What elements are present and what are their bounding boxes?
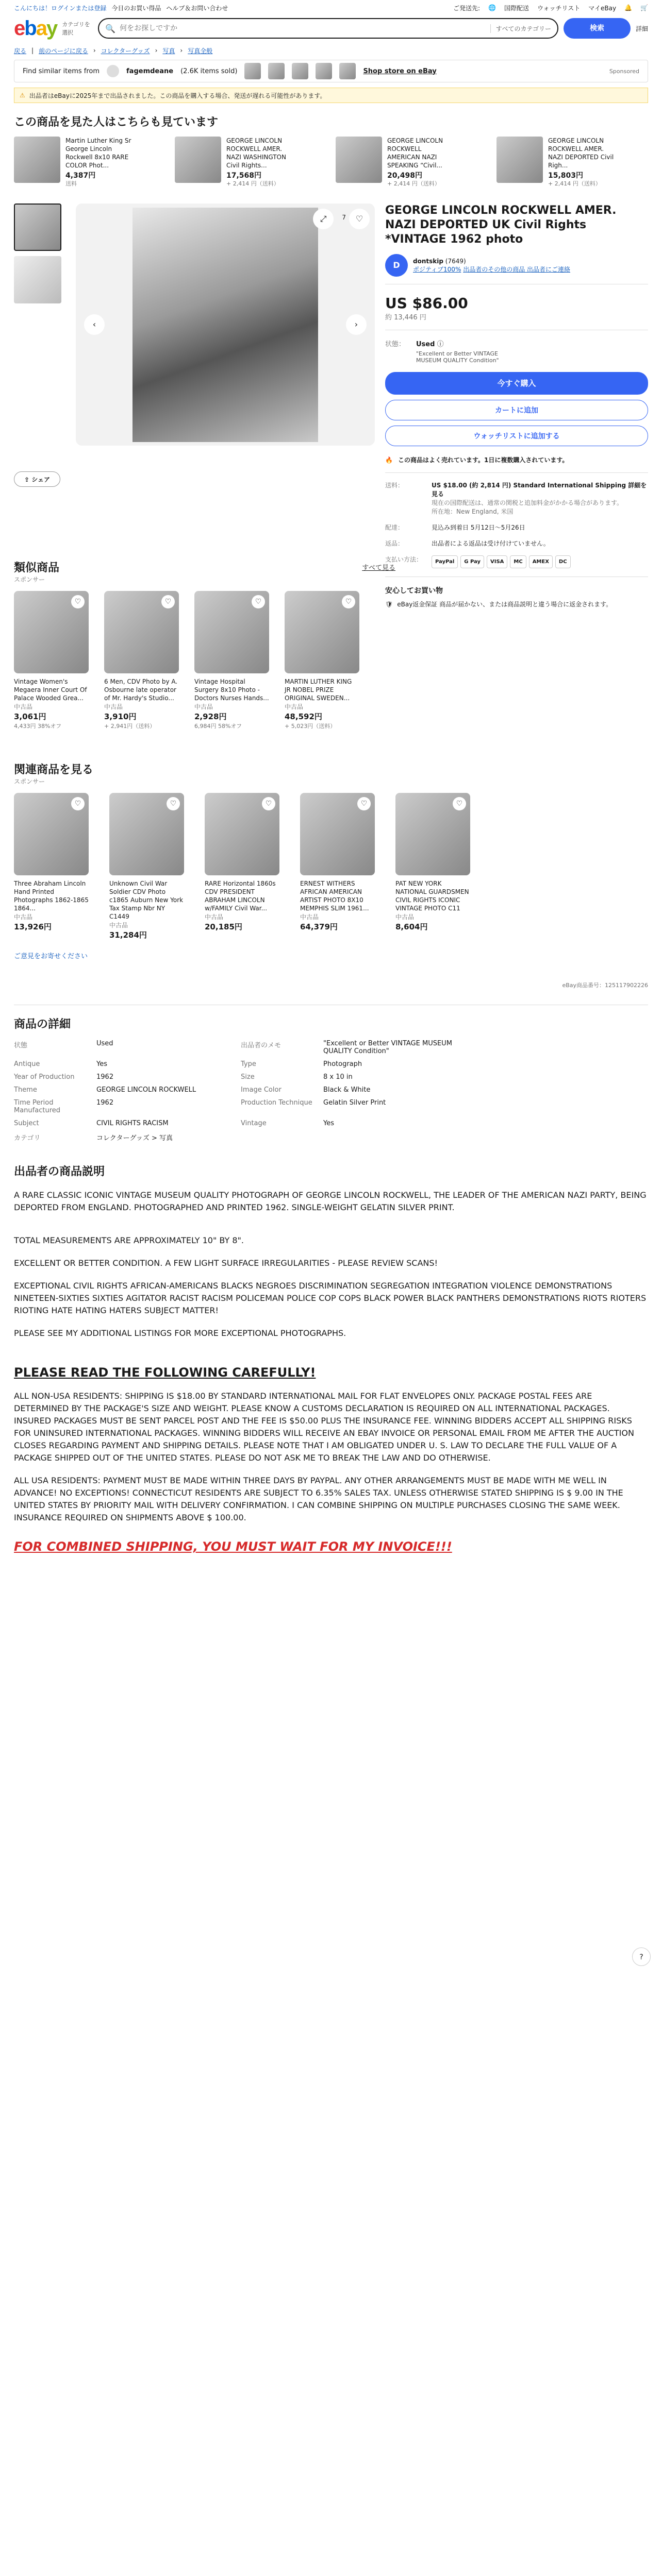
buy-now-button[interactable]: 今すぐ購入 [385, 372, 648, 395]
related-carousel [14, 591, 648, 730]
item-title[interactable]: RARE Horizontal 1860s CDV PRESIDENT ABRAHAM LINCOLN w/FAMILY Civil War... [205, 880, 276, 912]
item-info [65, 137, 134, 188]
seller-avatar[interactable]: D [385, 254, 408, 277]
spec-label: Subject [14, 1120, 39, 1127]
related2-carousel [14, 793, 648, 940]
spec-label: カテゴリ [14, 1134, 41, 1142]
promo-thumb[interactable] [244, 63, 261, 79]
spec-value: Yes [96, 1060, 107, 1068]
shipping-value: US $18.00 (約 2,814 円) Standard International Shipping 詳細を見る [432, 482, 647, 498]
item-price: 48,592円 [285, 712, 322, 721]
price-jp: 約 13,446 円 [385, 314, 426, 321]
payment-gpay-icon: G Pay [460, 555, 484, 568]
description-title: 出品者の商品説明 [14, 1165, 105, 1178]
payment-paypal-icon: PayPal [432, 555, 458, 568]
seller-sold-count: (2.6K items sold) [180, 67, 238, 75]
item-image[interactable] [14, 793, 89, 875]
item-shipping: + 2,414 円（送料） [387, 180, 440, 187]
spec-value: Yes [323, 1120, 334, 1127]
gallery [24, 204, 375, 528]
add-to-cart-button[interactable]: カートに追加 [385, 400, 648, 420]
spec-label: Production Technique [241, 1099, 312, 1107]
seller-notice [14, 88, 648, 103]
description-paragraph: ALL USA RESIDENTS: PAYMENT MUST BE MADE WITHIN THREE DAYS BY PAYPAL. ANY OTHER ARRANGEMENTS MUST BE MADE WITH ME WELL IN ADVANCE! NO EXCEPTIONS! CONNECTICUT RESIDENTS ARE SUBJECT TO 6.35% SALES TAX. UNLESS OTHERWISE STATED SHIPPING IS $ 9.00 IN THE UNITED STATES BY PRIORITY MAIL WITH DELIVERY CONFIRMATION. I CAN COMBINE SHIPPING ON MULTIPLE PURCHASES CLOSING THE SAME WEEK. INSURANCE REQUIRED ON SHIPMENTS ABOVE $ 100.00. [14, 1476, 623, 1522]
spec-value: 1962 [96, 1073, 114, 1081]
related-title: 類似商品 [14, 562, 60, 574]
item-condition: 中古品 [285, 703, 304, 710]
category-select[interactable]: すべてのカテゴリー [490, 24, 551, 33]
also-viewed-item[interactable] [14, 137, 134, 188]
related2-title: 関連商品を見る [14, 764, 94, 776]
next-photo-icon[interactable]: › [346, 314, 367, 335]
spec-label [241, 1132, 323, 1142]
item-location: 所在地：New England, 米国 [432, 508, 514, 515]
seller-avatar[interactable] [107, 65, 119, 77]
search-button[interactable]: 検索 [564, 18, 631, 39]
spec-label: 出品者のメモ [241, 1042, 282, 1049]
combined-shipping-notice: FOR COMBINED SHIPPING, YOU MUST WAIT FOR MY INVOICE!!! [14, 1539, 452, 1554]
watch-count: 7 [342, 214, 346, 221]
breadcrumb-collectibles[interactable]: コレクターグッズ [101, 47, 150, 55]
item-image[interactable] [109, 793, 184, 875]
also-viewed-item[interactable] [175, 137, 294, 188]
item-price: 20,498円 [387, 172, 423, 180]
item-price: 4,387円 [65, 172, 96, 180]
item-price: 20,185円 [205, 922, 242, 931]
description-paragraph: PLEASE SEE MY ADDITIONAL LISTINGS FOR MORE EXCEPTIONAL PHOTOGRAPHS. [14, 1328, 346, 1338]
see-all-link[interactable]: すべて見る [362, 564, 395, 572]
feedback-link[interactable]: ポジティブ100% [413, 265, 461, 273]
shield-icon: 🛡 [385, 600, 393, 608]
back-link[interactable]: 戻る [14, 47, 27, 55]
shipping-label: 送料： [385, 482, 404, 489]
item-image[interactable] [194, 591, 269, 673]
specs-title: 商品の詳細 [14, 1018, 71, 1031]
buy-box [385, 204, 648, 608]
item-image[interactable] [205, 793, 279, 875]
item-condition: 中古品 [395, 913, 415, 921]
item-title[interactable]: GEORGE LINCOLN ROCKWELL AMER. NAZI WASHINGTON Civil Rights... [226, 137, 286, 169]
item-image[interactable] [395, 793, 470, 875]
help-icon[interactable]: ? [632, 1947, 651, 1966]
search-input[interactable] [120, 24, 486, 32]
delivery-value: 見込み到着日 5月12日〜5月26日 [432, 524, 525, 531]
seller-name[interactable]: fagemdeane [126, 67, 174, 75]
specs-table [14, 1040, 648, 1142]
related-sponsored: スポンサー [14, 576, 45, 583]
photo-thumbnail[interactable] [14, 256, 61, 303]
top-nav [14, 0, 648, 15]
related-item[interactable] [194, 591, 269, 730]
spec-label: Year of Production [14, 1073, 75, 1081]
favorite-heart-icon[interactable]: ♡ [71, 595, 85, 608]
item-title[interactable]: GEORGE LINCOLN ROCKWELL AMER. NAZI DEPORTED Civil Righ... [548, 137, 614, 169]
main-photo[interactable] [76, 204, 375, 446]
spec-value: Photograph [323, 1060, 362, 1068]
item-image[interactable] [104, 591, 179, 673]
also-viewed-item[interactable] [336, 137, 455, 188]
item-price: 8,604円 [395, 922, 428, 931]
category-shortcut[interactable]: カテゴリを選択 [62, 21, 90, 36]
item-info [548, 137, 616, 188]
info-icon: ⚠ [20, 92, 25, 99]
spec-value: Used [96, 1040, 113, 1047]
globe-icon[interactable]: 🌐 [488, 4, 496, 11]
description [14, 1163, 648, 1554]
ship-to-label: ご発送先: [453, 4, 480, 12]
spec-label: Antique [14, 1060, 40, 1068]
seller-notice-text: 出品者はeBayに2025年まで出品されました。この商品を購入する場合、発送が遅れる可能性があります。 [29, 92, 326, 99]
item-condition: 中古品 [194, 703, 213, 710]
share-label: シェア [31, 476, 50, 483]
expand-icon[interactable]: ⤢ [313, 209, 334, 229]
prev-page-link[interactable]: 前のページに戻る [39, 47, 88, 55]
item-thumbnail[interactable] [496, 137, 543, 183]
item-price: 15,803円 [548, 172, 584, 180]
item-discount: + 5,023円（送料） [285, 723, 336, 730]
description-paragraph: EXCELLENT OR BETTER CONDITION. A FEW LIGHT SURFACE IRREGULARITIES - PLEASE REVIEW SCANS! [14, 1258, 438, 1268]
info-icon[interactable]: ⓘ [437, 341, 444, 348]
help-link[interactable]: ヘルプ＆お問い合わせ [166, 4, 228, 12]
promo-thumb[interactable] [292, 63, 308, 79]
spec-value: 8 x 10 in [323, 1073, 353, 1081]
add-to-watchlist-button[interactable]: ウォッチリストに追加する [385, 426, 648, 446]
favorite-heart-icon[interactable]: ♡ [342, 595, 355, 608]
spec-value: Gelatin Silver Print [323, 1099, 386, 1107]
favorite-heart-icon[interactable]: ♡ [453, 797, 466, 810]
seller-score: (7649) [445, 257, 466, 265]
spec-label: Size [241, 1073, 255, 1081]
related-item[interactable] [300, 793, 375, 940]
item-title[interactable]: PAT NEW YORK NATIONAL GUARDSMEN CIVIL RIGHTS ICONIC VINTAGE PHOTO C11 [395, 880, 469, 912]
also-viewed-title: この商品を見た人はこちらも見ています [14, 116, 219, 129]
search-bar [98, 18, 558, 39]
item-condition: 中古品 [205, 913, 224, 921]
spec-value: コレクターグッズ > 写真 [96, 1134, 173, 1142]
watchlist-link[interactable]: ウォッチリスト [537, 4, 581, 12]
myebay-link[interactable]: マイeBay [588, 4, 617, 12]
item-title[interactable]: MARTIN LUTHER KING JR NOBEL PRIZE ORIGINAL SWEDEN... [285, 678, 352, 702]
item-discount: + 2,941円（送料） [104, 723, 156, 730]
header [14, 15, 648, 41]
item-price: 3,061円 [14, 712, 46, 721]
spec-value: CIVIL RIGHTS RACISM [96, 1120, 169, 1127]
listing-title: GEORGE LINCOLN ROCKWELL AMER. NAZI DEPORTED UK Civil Rights *VINTAGE 1962 photo [385, 204, 617, 246]
item-price: 13,926円 [14, 922, 52, 931]
find-similar-banner [14, 60, 648, 82]
item-condition: 中古品 [104, 703, 123, 710]
favorite-heart-icon[interactable]: ♡ [252, 595, 265, 608]
seller-link[interactable]: dontskip [413, 257, 443, 265]
also-viewed-carousel [14, 137, 648, 188]
description-paragraph: ALL NON-USA RESIDENTS: SHIPPING IS $18.00 BY STANDARD INTERNATIONAL MAIL FOR FLAT ENVELOPES ONLY. PACKAGE POSTAL FEES ARE DETERMINED BY THE PACKAGE'S SIZE AND WEIGHT. PLEASE KNOW A CUSTOMS DECLARATION IS REQUIRED ON ALL INTERNATIONAL PACKAGES. INSURED PACKAGES MUST BE SENT PARCEL POST AND THE FEE IS $50.00 PLUS THE INSURANCE FEE. WINNING BIDDERS ACCEPT ALL SHIPPING RISKS FOR UNINSURED INTERNATIONAL PACKAGES. WINNING BIDDERS WILL RECEIVE AN EBAY INVOICE OR PERSONAL EMAIL FROM ME AFTER THE AUCTION CLOSES REGARDING PAYMENT AND SHIPPING DETAILS. PLEASE NOTE THAT I AM OBLIGATED UNDER U. S. LAW TO DECLARE THE FULL VALUE OF A PACKAGE SHIPPED OUT OF THE UNITED STATES. PLEASE DO NOT ASK ME TO BREAK THE LAW AND DO OTHERWISE. [14, 1391, 634, 1463]
item-title[interactable]: 6 Men, CDV Photo by A. Osbourne late operator of Mr. Hardy's Studio... [104, 678, 178, 702]
item-discount: 6,984円 58%オフ [194, 723, 242, 730]
item-price: 3,910円 [104, 712, 137, 721]
payment-methods [432, 555, 648, 568]
item-thumbnail[interactable] [14, 137, 60, 183]
promo-thumb[interactable] [268, 63, 285, 79]
related-item[interactable] [205, 793, 279, 940]
spec-label: Vintage [241, 1120, 267, 1127]
description-paragraph: EXCEPTIONAL CIVIL RIGHTS AFRICAN-AMERICANS BLACKS NEGROES DISCRIMINATION SEGREGATION INTEGRATION VIOLENCE DEMONSTRATIONS NINETEEN-SIXTIES SIXTIES AGITATOR RACIST RACISM POLICEMAN POLICE COP COPS BLACK POWER BLACK PANTHERS DEMONSTRATIONS RIOTS RIOTERS RIOTING HATE HATING HATERS SUBJECT MATTER! [14, 1281, 647, 1315]
guarantee-text: eBay返金保証 商品が届かない、または商品説明と違う場合に返金されます。 [397, 601, 613, 608]
item-title[interactable]: ERNEST WITHERS AFRICAN AMERICAN ARTIST PHOTO 8X10 MEMPHIS SLIM 1961... [300, 880, 369, 912]
item-title[interactable]: Martin Luther King Sr George Lincoln Rockwell 8x10 RARE COLOR Phot... [65, 137, 131, 169]
item-image[interactable] [300, 793, 375, 875]
description-paragraph: TOTAL MEASUREMENTS ARE APPROXIMATELY 10" BY 8". [14, 1235, 244, 1245]
item-condition: 中古品 [14, 703, 33, 710]
favorite-heart-icon[interactable]: ♡ [167, 797, 180, 810]
related2-sponsored: スポンサー [14, 778, 45, 785]
price: US $86.00 [385, 295, 468, 312]
item-shipping: 送料 [65, 180, 77, 187]
item-image[interactable] [14, 591, 89, 673]
item-title[interactable]: GEORGE LINCOLN ROCKWELL AMERICAN NAZI SPEAKING “Civil... [387, 137, 443, 169]
item-shipping: + 2,414 円（送料） [548, 180, 601, 187]
shipping-note: 現在の国際配送は、通常の関税と追加料金がかかる場合があります。 [432, 499, 623, 506]
spec-value: 1962 [96, 1099, 114, 1107]
item-info [226, 137, 294, 188]
daily-deals-link[interactable]: 今日のお買い得品 [111, 4, 161, 12]
favorite-heart-icon[interactable]: ♡ [161, 595, 175, 608]
related-item[interactable] [285, 591, 359, 730]
spec-label: Image Color [241, 1086, 282, 1094]
spec-label: Time Period Manufactured [14, 1099, 60, 1114]
payment-mc-icon: MC [510, 555, 526, 568]
breadcrumb-photos[interactable]: 写真 [162, 47, 175, 55]
favorite-heart-icon[interactable]: ♡ [357, 797, 371, 810]
favorite-heart-icon[interactable]: ♡ [71, 797, 85, 810]
payment-amex-icon: AMEX [529, 555, 553, 568]
promo-thumb[interactable] [316, 63, 332, 79]
condition-label: 状態： [385, 341, 406, 348]
spec-value: GEORGE LINCOLN ROCKWELL [96, 1086, 196, 1094]
item-condition: 中古品 [109, 922, 128, 929]
shop-store-link[interactable]: Shop store on eBay [363, 67, 437, 75]
region-label[interactable]: 国際配送 [504, 4, 529, 12]
payment-dc-icon: DC [555, 555, 571, 568]
item-price: 31,284円 [109, 930, 147, 940]
related-item[interactable] [14, 591, 89, 730]
favorite-heart-icon[interactable]: ♡ [349, 209, 370, 229]
condition-value: Used [416, 341, 435, 348]
cart-icon[interactable]: 🛒 [640, 4, 648, 11]
feedback-link[interactable]: ご意見をお寄せください [14, 953, 88, 960]
promo-thumb[interactable] [339, 63, 356, 79]
share-button[interactable]: ⇪ シェア [14, 471, 60, 487]
spec-value: Black & White [323, 1086, 371, 1094]
delivery-label: 配達： [385, 524, 404, 531]
ebay-logo[interactable]: ebay [14, 17, 57, 40]
item-thumbnail[interactable] [336, 137, 382, 183]
item-title[interactable]: Unknown Civil War Soldier CDV Photo c1865 Auburn New York Tax Stamp Nbr NY C1449 [109, 880, 184, 920]
spec-label: Type [241, 1060, 256, 1068]
sponsored-label: Sponsored [609, 67, 639, 75]
description-paragraph: A RARE CLASSIC ICONIC VINTAGE MUSEUM QUALITY PHOTOGRAPH OF GEORGE LINCOLN ROCKWELL, THE LEADER OF THE AMERICAN NAZI PARTY, BEING DEPORTED FROM ENGLAND. PHOTOGRAPHED AND PRINTED 1962. SINGLE-WEIGHT GELATIN SILVER PRINT. [14, 1190, 647, 1212]
item-info [387, 137, 455, 188]
payments-label: 支払い方法： [385, 556, 423, 563]
item-number: eBay商品番号：125117902226 [562, 982, 648, 989]
breadcrumb: 戻る | 前のページに戻る › コレクターグッズ › 写真 › 写真全般 [14, 47, 213, 55]
search-icon: 🔍 [105, 23, 116, 33]
favorite-heart-icon[interactable]: ♡ [262, 797, 275, 810]
item-shipping: + 2,414 円（送料） [226, 180, 279, 187]
item-title[interactable]: Vintage Women's Megaera Inner Court Of Palace Wooded Grea... [14, 678, 87, 702]
item-price: 2,928円 [194, 712, 227, 721]
item-title[interactable]: Vintage Hospital Surgery 8x10 Photo - Doctors Nurses Hands... [194, 678, 269, 702]
related-item[interactable] [104, 591, 179, 730]
popular-icon: 🔥 [385, 456, 393, 464]
related-item[interactable] [14, 793, 89, 940]
bell-icon[interactable]: 🔔 [624, 4, 633, 11]
signin-link[interactable]: こんにちは！ログインまたは登録 [14, 4, 107, 12]
related-item[interactable] [395, 793, 470, 940]
item-condition: 中古品 [300, 913, 319, 921]
find-similar-label: Find similar items from [23, 67, 100, 75]
condition-note: "Excellent or Better VINTAGE MUSEUM QUALITY Condition" [416, 350, 499, 364]
item-condition: 中古品 [14, 913, 33, 921]
photo-image [133, 208, 318, 442]
photo-thumbnail[interactable] [14, 204, 61, 251]
related-item[interactable] [109, 793, 184, 940]
item-price: 17,568円 [226, 172, 262, 180]
breadcrumb-photos-other[interactable]: 写真全般 [188, 47, 213, 55]
spec-label: Theme [14, 1086, 37, 1094]
seller-links[interactable]: 出品者のその他の商品 出品者にご連絡 [463, 265, 571, 273]
item-thumbnail[interactable] [175, 137, 221, 183]
prev-photo-icon[interactable]: ‹ [84, 314, 105, 335]
guarantee-title: 安心してお買い物 [385, 587, 443, 595]
also-viewed-item[interactable] [496, 137, 616, 188]
returns-label: 返品： [385, 540, 404, 547]
spec-value: "Excellent or Better VINTAGE MUSEUM QUALITY Condition" [323, 1040, 452, 1055]
spec-value [323, 1132, 478, 1142]
item-price: 64,379円 [300, 922, 338, 931]
advanced-search-link[interactable]: 詳細 [635, 25, 648, 32]
spec-label: 状態 [14, 1042, 28, 1049]
returns-value: 出品者による返品は受け付けていません。 [432, 540, 550, 547]
description-heading: PLEASE READ THE FOLLOWING CAREFULLY! [14, 1365, 316, 1380]
popular-note: この商品はよく売れています。1日に複数購入されています。 [398, 456, 569, 464]
item-image[interactable] [285, 591, 359, 673]
item-title[interactable]: Three Abraham Lincoln Hand Printed Photographs 1862-1865 1864... [14, 880, 89, 912]
payment-visa-icon: VISA [487, 555, 507, 568]
item-discount: 4,433円 38%オフ [14, 723, 62, 730]
